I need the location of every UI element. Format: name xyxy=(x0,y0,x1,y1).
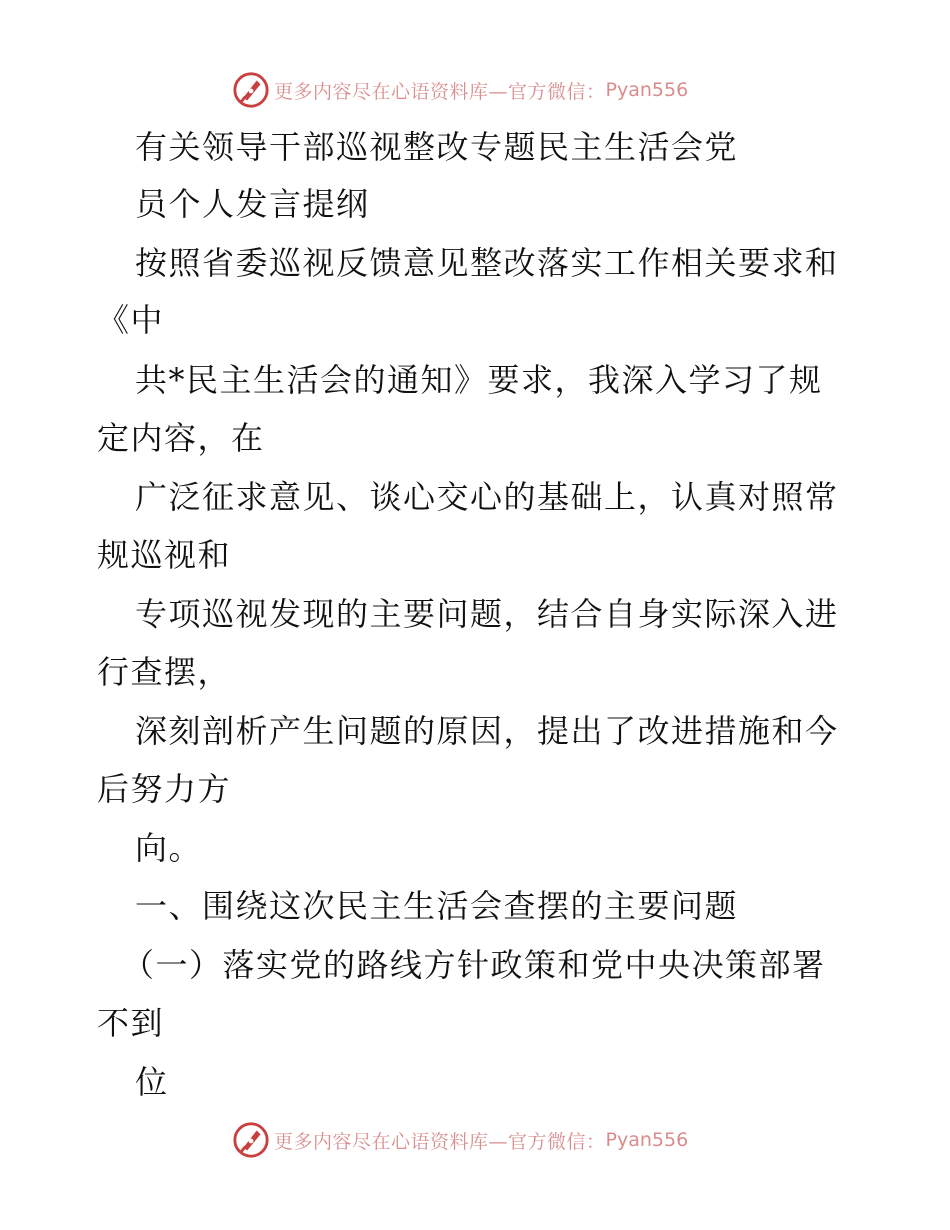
subsection-heading-cont: 位 xyxy=(135,1063,169,1101)
paragraph-line: 行查摆， xyxy=(97,653,232,691)
pen-nib-seal-icon xyxy=(232,1121,270,1159)
paragraph-line: 深刻剖析产生问题的原因，提出了改进措施和今 xyxy=(135,712,839,750)
section-heading: 一、围绕这次民主生活会查摆的主要问题 xyxy=(135,887,739,925)
subsection-heading-cont: 不到 xyxy=(97,1004,165,1042)
header-watermark xyxy=(232,70,688,110)
subsection-heading: （一）落实党的路线方针政策和党中央决策部署 xyxy=(122,946,826,984)
watermark-text: 更多内容尽在心语资料库—官方微信： xyxy=(274,1130,606,1153)
pen-nib-seal-icon xyxy=(232,71,270,109)
paragraph-line: 广泛征求意见、谈心交心的基础上，认真对照常 xyxy=(135,478,839,516)
paragraph-line: 规巡视和 xyxy=(97,536,232,574)
footer-watermark xyxy=(232,1120,688,1160)
watermark-text: 更多内容尽在心语资料库—官方微信： xyxy=(274,80,606,103)
paragraph-line: 后努力方 xyxy=(97,770,232,808)
watermark-code: Pyan556 xyxy=(605,1129,689,1151)
paragraph-line: 向。 xyxy=(135,829,203,867)
paragraph-line: 按照省委巡视反馈意见整改落实工作相关要求和 xyxy=(135,244,839,282)
title-line-2: 员个人发言提纲 xyxy=(135,185,370,223)
paragraph-line: 《中 xyxy=(97,301,165,339)
paragraph-line: 定内容，在 xyxy=(97,419,265,457)
watermark-code: Pyan556 xyxy=(605,79,689,101)
title-line-1: 有关领导干部巡视整改专题民主生活会党 xyxy=(135,128,739,166)
paragraph-line: 共*民主生活会的通知》要求，我深入学习了规 xyxy=(135,361,823,399)
paragraph-line: 专项巡视发现的主要问题，结合自身实际深入进 xyxy=(135,595,839,633)
